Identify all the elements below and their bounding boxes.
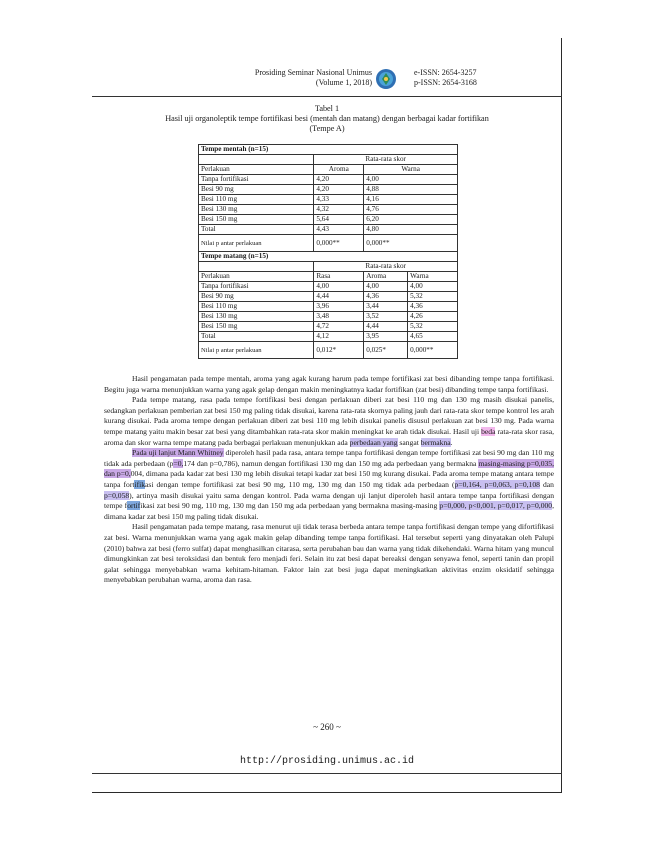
text-span: ), artinya masih disukai yaitu sama dengan kontrol. Pada warna dengan uji lanjut diperoleh hasil antara tempe tanpa fortifikasi dengan tempe f — [104, 490, 554, 511]
table-cell: 6,20 — [364, 215, 458, 225]
highlight[interactable]: bermakna — [420, 437, 451, 447]
raw-section-title: Tempe mentah (n=15) — [199, 145, 458, 155]
table-cell: 4,20 — [314, 175, 364, 185]
table-cell: 4,16 — [364, 195, 458, 205]
table-cell: 4,36 — [408, 302, 458, 312]
issn-block — [414, 68, 477, 88]
paragraph — [104, 448, 554, 522]
column-header: Perlakuan — [199, 272, 314, 282]
highlight[interactable]: p=0,058 — [104, 490, 130, 500]
table-row — [199, 342, 458, 359]
text-span: diperoleh hasil pada rasa, antara tempe tanpa fortifikasi dengan tempe fortifikasi zat besi 90 mg dan 110 mg tidak ada perbedaan (p — [104, 448, 554, 468]
table-cell: 4,20 — [314, 185, 364, 195]
table-row — [199, 312, 458, 322]
table-cell: 5,32 — [408, 292, 458, 302]
header-divider — [92, 96, 562, 97]
table-title: Hasil uji organoleptik tempe fortifikasi besi (mentah dan matang) dengan berbagai kadar fortifikan — [165, 114, 489, 123]
table-cell: Besi 90 mg — [199, 292, 314, 302]
paragraph: Hasil pengamatan pada tempe mentah, aroma yang agak kurang harum pada tempe fortifikasi zat besi dibanding tempe tanpa fortifikasi. Begitu juga warna menunjukkan warna yang agak gelap dengan makin meningkatnya kadar fortifikan (zat besi) dibanding tempe tanpa fortifikasi. — [104, 374, 554, 394]
table-cell: 4,76 — [364, 205, 458, 215]
table-cell: 4,72 — [314, 322, 364, 332]
table-cell: 4,00 — [408, 282, 458, 292]
text-span: 174 dan p=0,786), namun dengan fortifikasi 130 mg dan 150 mg ada perbedaan yang bermakna — [183, 458, 479, 468]
table-cell: 5,32 — [408, 322, 458, 332]
paragraph — [104, 395, 554, 448]
p-value-label: Nilai p antar perlakuan — [199, 235, 314, 252]
table-row — [199, 302, 458, 312]
table-cell: 0,025* — [364, 342, 408, 359]
table-cell: Total — [199, 332, 314, 342]
table-row — [199, 195, 458, 205]
journal-volume: (Volume 1, 2018) — [315, 78, 372, 87]
eissn: e-ISSN: 2654-3257 — [414, 68, 477, 77]
table-row — [199, 205, 458, 215]
table-cell — [199, 155, 314, 165]
organoleptic-table — [198, 144, 458, 359]
highlight[interactable]: p=0,000, p<0,001, p=0,017, p=0,000 — [439, 501, 553, 511]
paragraph: Hasil pengamatan pada tempe matang, rasa menurut uji tidak terasa berbeda antara tempe tanpa fortifikasi dengan tempe yang difortifikasi zat besi. Warna menunjukkan warna yang agak makin gelap dibanding tempe tanpa fortifikasi. Hal tersebut seperti yang dinyatakan oleh Palupi (2010) bahwa zat besi (ferro sulfat) dapat menghasilkan citarasa, serta perubahan bau dan warna yang tidak dikehendaki. Warna hitam yang muncul dimungkinkan zat besi teroksidasi dan bentuk fero menjadi feri. Selain itu zat besi dapat bereaksi dengan senyawa fenol, seperti tanin dan propil galat sehingga menyebabkan warna kehitam-hitaman. Faktor lain zat besi juga dapat meningkatkan aktivitas enzim oksidatif sehingga menyebabkan perubahan warna, aroma dan rasa. — [104, 522, 554, 585]
table-cell: Total — [199, 225, 314, 235]
table-cell: 4,80 — [364, 225, 458, 235]
table-row — [199, 332, 458, 342]
table-cell: 4,33 — [314, 195, 364, 205]
table-row — [199, 282, 458, 292]
table-cell: 0,012* — [314, 342, 364, 359]
table-subtitle: (Tempe A) — [309, 124, 345, 133]
text-span: , dimana kadar zat besi 150 mg paling tidak disukai. — [104, 501, 555, 521]
table-cell: 3,44 — [364, 302, 408, 312]
text-span: dan — [539, 479, 554, 489]
text-span: rata-rata skor rasa, aroma dan skor warna tempe matang pada berbagai perlakuan menunjukkan ada — [104, 426, 554, 447]
text-span: sangat — [397, 437, 421, 447]
text-span: asi dengan tempe fortifikasi zat besi 90 mg, 110 mg, 130 mg dan 150 mg tidak ada perbedaan ( — [145, 479, 455, 489]
column-header: Warna — [408, 272, 458, 282]
table-cell: 4,00 — [364, 175, 458, 185]
column-header: Warna — [364, 165, 458, 175]
highlight[interactable]: masing-masing p=0,035, dan p=0, — [104, 458, 554, 479]
text-span: . — [450, 437, 453, 447]
table-row — [199, 225, 458, 235]
page-header — [92, 68, 562, 104]
highlight[interactable]: Pada uji lanjut Mann Whitney — [132, 448, 224, 458]
table-cell: 4,36 — [364, 292, 408, 302]
page-number: ~ 260 ~ — [313, 722, 341, 732]
table-cell: 4,00 — [314, 282, 364, 292]
footer-url[interactable]: http://prosiding.unimus.ac.id — [239, 756, 415, 767]
highlight[interactable]: p=0,164, p=0,063, p=0,108 — [454, 479, 540, 489]
pissn: p-ISSN: 2654-3168 — [414, 78, 477, 87]
table-cell: 3,52 — [364, 312, 408, 322]
column-header: Aroma — [364, 272, 408, 282]
table-cell: 5,64 — [314, 215, 364, 225]
table-cell: Tanpa fortifikasi — [199, 175, 314, 185]
table-row — [199, 235, 458, 252]
cooked-group-header: Rata-rata skor — [314, 262, 458, 272]
table-row — [199, 322, 458, 332]
table-cell: 4,43 — [314, 225, 364, 235]
table-cell: Besi 150 mg — [199, 322, 314, 332]
table-cell: 3,95 — [364, 332, 408, 342]
table-cell — [199, 262, 314, 272]
table-cell: Besi 110 mg — [199, 195, 314, 205]
column-header: Rasa — [314, 272, 364, 282]
column-header: Aroma — [314, 165, 364, 175]
table-cell: 0,000** — [408, 342, 458, 359]
table-caption — [92, 104, 562, 134]
table-row — [199, 215, 458, 225]
table-cell: Besi 150 mg — [199, 215, 314, 225]
footer-divider — [92, 773, 562, 774]
table-cell: 0,000** — [364, 235, 458, 252]
highlight[interactable]: beda — [481, 426, 496, 436]
cooked-section-title: Tempe matang (n=15) — [199, 252, 458, 262]
unimus-logo-icon — [375, 68, 397, 90]
table-cell: 4,65 — [408, 332, 458, 342]
table-cell: 4,12 — [314, 332, 364, 342]
table-cell: Besi 110 mg — [199, 302, 314, 312]
table-label: Tabel 1 — [314, 104, 340, 113]
table-cell: 3,48 — [314, 312, 364, 322]
table-row — [199, 292, 458, 302]
table-cell: 4,44 — [364, 322, 408, 332]
p-value-label: Nilai p antar perlakuan — [199, 342, 314, 359]
table-row — [199, 175, 458, 185]
highlight[interactable]: ortif — [127, 501, 141, 511]
table-cell: 4,00 — [364, 282, 408, 292]
table-cell: 4,26 — [408, 312, 458, 322]
text-span: Pada tempe matang, rasa pada tempe fortifikasi besi dengan perlakuan diberi zat besi 110 mg dan 130 mg masih disukai panelis, sedangkan perlakuan pemberian zat besi 150 mg paling tidak disukai, karena rata-rata skornya paling jauh dari rata-rata skor tempe kontrol les arah kurang disukai. Pada aroma tempe dengan perlakuan diberi zat besi 110 mg lebih disukai panelis disusul perlakuan zat besi 130 mg. Pada warna tempe matang yaitu makin besar zat besi yang ditambahkan rata-rata skor makin meningkat ke arah tidak disukai. Hasil uji — [104, 395, 554, 436]
table-cell: 0,000** — [314, 235, 364, 252]
table-cell: 4,32 — [314, 205, 364, 215]
table-cell: 4,88 — [364, 185, 458, 195]
table-row — [199, 185, 458, 195]
highlight[interactable]: ifik — [134, 479, 146, 489]
table-cell: 3,96 — [314, 302, 364, 312]
table-cell: Besi 90 mg — [199, 185, 314, 195]
body-text — [104, 374, 554, 586]
highlight[interactable]: perbedaan yang — [349, 437, 398, 447]
table-cell: 4,44 — [314, 292, 364, 302]
journal-name: Prosiding Seminar Nasional Unimus — [254, 68, 372, 77]
document-page — [92, 38, 562, 793]
table-cell: Besi 130 mg — [199, 312, 314, 322]
table-cell: Tanpa fortifikasi — [199, 282, 314, 292]
column-header: Perlakuan — [199, 165, 314, 175]
raw-group-header: Rata-rata skor — [314, 155, 458, 165]
text-span: ikasi zat besi 90 mg, 110 mg, 130 mg dan 150 mg ada perbedaan yang bermakna masing-masing — [140, 501, 440, 511]
journal-title — [222, 68, 372, 88]
table-cell: Besi 130 mg — [199, 205, 314, 215]
highlight[interactable]: =0, — [173, 458, 184, 468]
text-span: 004, dimana pada kadar zat besi 130 mg lebih disukai tetapi kadar zat besi 150 mg kurang disukai. Pada aroma tempe matang antara tempe tanpa fort — [104, 469, 554, 489]
